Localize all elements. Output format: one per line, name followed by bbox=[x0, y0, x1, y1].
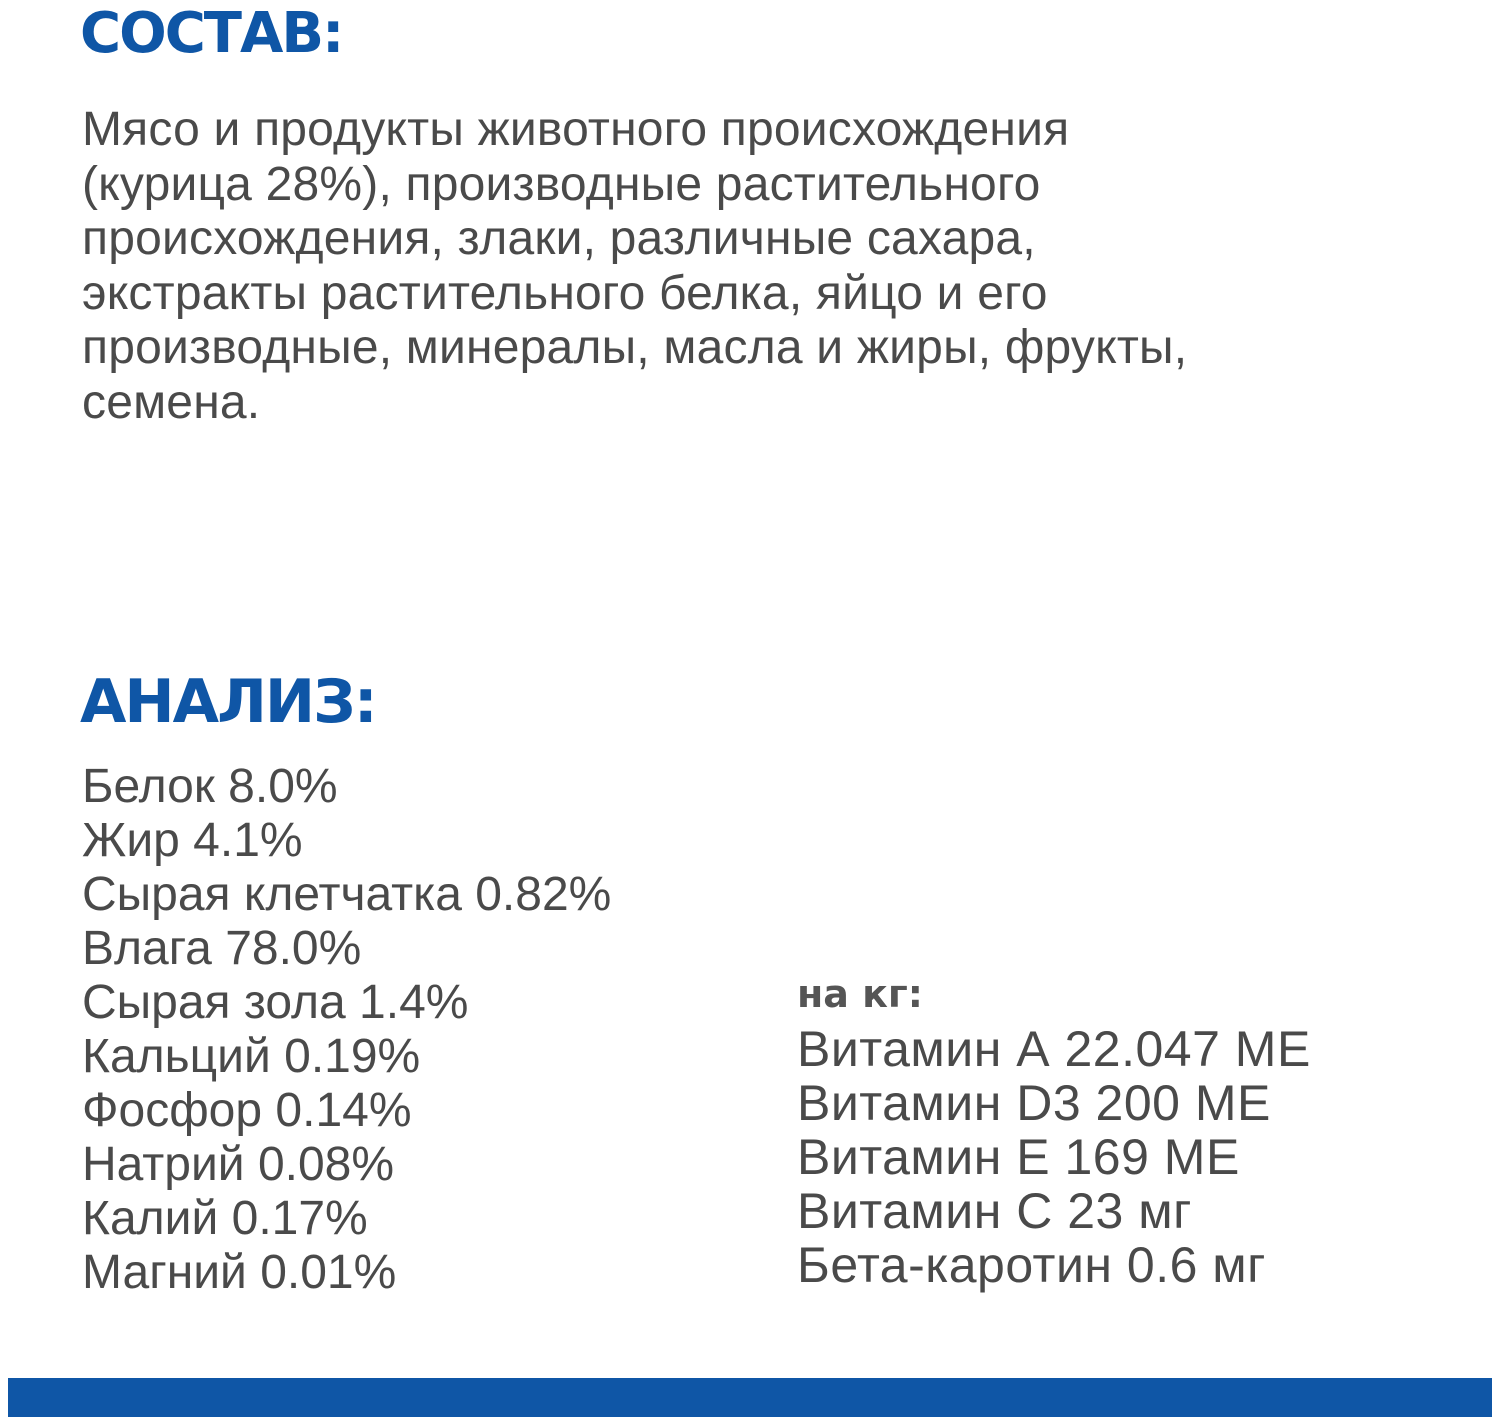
composition-line: производные, минералы, масла и жиры, фрукты, bbox=[82, 321, 1188, 374]
analysis-item: Кальций 0.19% bbox=[82, 1030, 421, 1083]
composition-heading: СОСТАВ: bbox=[80, 1, 343, 66]
footer-bar bbox=[8, 1378, 1492, 1417]
analysis-item: Белок 8.0% bbox=[82, 760, 338, 813]
composition-line: семена. bbox=[82, 375, 261, 429]
vitamin-item: Витамин Е 169 МЕ bbox=[797, 1129, 1240, 1185]
vitamin-item: Бета-каротин 0.6 мг bbox=[797, 1237, 1266, 1293]
vitamin-item: Витамин D3 200 МЕ bbox=[797, 1075, 1271, 1131]
vitamin-item: Витамин А 22.047 МЕ bbox=[797, 1021, 1311, 1077]
composition-line: происхождения, злаки, различные сахара, bbox=[82, 212, 1036, 265]
analysis-item: Сырая клетчатка 0.82% bbox=[82, 868, 612, 921]
vitamin-item: Витамин С 23 мг bbox=[797, 1183, 1192, 1239]
analysis-item: Натрий 0.08% bbox=[82, 1138, 395, 1191]
composition-line: (курица 28%), производные растительного bbox=[82, 157, 1041, 211]
analysis-item: Фосфор 0.14% bbox=[82, 1084, 412, 1137]
per-kg-label: на кг: bbox=[797, 972, 923, 1016]
analysis-item: Магний 0.01% bbox=[82, 1246, 397, 1299]
analysis-item: Сырая зола 1.4% bbox=[82, 976, 469, 1029]
analysis-item: Влага 78.0% bbox=[82, 922, 362, 975]
analysis-item: Калий 0.17% bbox=[82, 1192, 368, 1245]
analysis-item: Жир 4.1% bbox=[82, 814, 303, 867]
vitamins-list bbox=[797, 1022, 1311, 1292]
analysis-heading: АНАЛИЗ: bbox=[80, 667, 376, 737]
composition-line: Мясо и продукты животного происхождения bbox=[82, 103, 1070, 156]
composition-line: экстракты растительного белка, яйцо и его bbox=[82, 266, 1048, 320]
analysis-list bbox=[82, 760, 611, 1300]
composition-text bbox=[82, 103, 1412, 430]
